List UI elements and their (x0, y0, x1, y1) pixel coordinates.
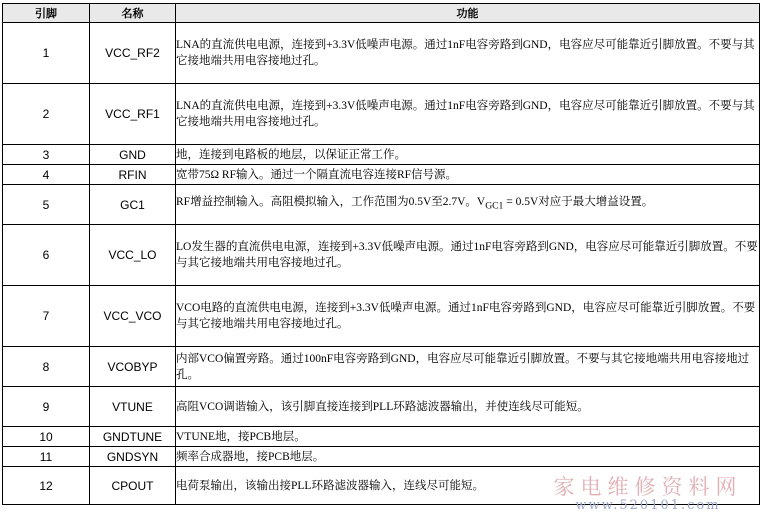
table-row (3, 447, 760, 467)
pin-name: GNDTUNE (90, 427, 176, 447)
function-text: = 0.5V对应于最大增益设置。 (503, 196, 654, 209)
table-row (3, 165, 760, 185)
pin-number: 2 (3, 84, 90, 145)
pin-function: 频率合成器地，接PCB地层。 (176, 447, 760, 467)
pin-function: 宽带75Ω RF输入。通过一个隔直流电容连接RF信号源。 (176, 165, 760, 185)
table-row (3, 286, 760, 347)
pin-name: CPOUT (90, 467, 176, 505)
pin-function: VCO电路的直流供电电源，连接到+3.3V低噪声电源。通过1nF电容旁路到GND，电容应尽可能靠近引脚放置。不要与其它接地端共用电容接地过孔。 (176, 286, 760, 347)
table-row (3, 185, 760, 225)
pin-function (176, 185, 760, 225)
pin-name: VCC_VCO (90, 286, 176, 347)
table-row (3, 23, 760, 84)
header-pin: 引脚 (3, 4, 90, 23)
table-header-row (3, 4, 760, 23)
pin-name: RFIN (90, 165, 176, 185)
table-row (3, 467, 760, 505)
function-subscript: GC1 (485, 200, 504, 212)
pin-number: 3 (3, 145, 90, 165)
pin-number: 4 (3, 165, 90, 185)
pin-function: LNA的直流供电电源，连接到+3.3V低噪声电源。通过1nF电容旁路到GND，电容应尽可能靠近引脚放置。不要与其它接地端共用电容接地过孔。 (176, 84, 760, 145)
pin-number: 1 (3, 23, 90, 84)
pin-name: VCC_RF2 (90, 23, 176, 84)
pin-function: 高阻VCO调谐输入，该引脚直接连接到PLL环路滤波器输出，并使连线尽可能短。 (176, 387, 760, 427)
pin-function: 地，连接到电路板的地层，以保证正常工作。 (176, 145, 760, 165)
pin-function: LNA的直流供电电源，连接到+3.3V低噪声电源。通过1nF电容旁路到GND，电容应尽可能靠近引脚放置。不要与其它接地端共用电容接地过孔。 (176, 23, 760, 84)
header-name: 名称 (90, 4, 176, 23)
pin-name: VTUNE (90, 387, 176, 427)
pin-function: 电荷泵输出，该输出接PLL环路滤波器输入，连线尽可能短。 (176, 467, 760, 505)
pin-number: 9 (3, 387, 90, 427)
pin-number: 10 (3, 427, 90, 447)
table-row (3, 225, 760, 286)
pin-number: 11 (3, 447, 90, 467)
pin-name: VCC_RF1 (90, 84, 176, 145)
pin-number: 8 (3, 347, 90, 387)
pin-name: VCC_LO (90, 225, 176, 286)
pin-name: GC1 (90, 185, 176, 225)
pin-name: GND (90, 145, 176, 165)
pin-number: 7 (3, 286, 90, 347)
watermark-title: 家电维修资料网 (553, 475, 743, 499)
table-row (3, 84, 760, 145)
pin-function: VTUNE地，接PCB地层。 (176, 427, 760, 447)
pin-name: GNDSYN (90, 447, 176, 467)
pin-function: LO发生器的直流供电电源，连接到+3.3V低噪声电源。通过1nF电容旁路到GND，电容应尽可能靠近引脚放置。不要与其它接地端共用电容接地过孔。 (176, 225, 760, 286)
pin-number: 12 (3, 467, 90, 505)
watermark-url: www.520101.com (575, 498, 721, 513)
pin-function-table (2, 3, 760, 505)
table-row (3, 347, 760, 387)
table-row (3, 387, 760, 427)
table-row (3, 145, 760, 165)
header-function: 功能 (176, 4, 760, 23)
pin-function: 内部VCO偏置旁路。通过100nF电容旁路到GND，电容应尽可能靠近引脚放置。不要与其它接地端共用电容接地过孔。 (176, 347, 760, 387)
table-row (3, 427, 760, 447)
pin-number: 5 (3, 185, 90, 225)
pin-number: 6 (3, 225, 90, 286)
pin-name: VCOBYP (90, 347, 176, 387)
function-text: RF增益控制输入。高阻模拟输入，工作范围为0.5V至2.7V。V (176, 196, 486, 209)
